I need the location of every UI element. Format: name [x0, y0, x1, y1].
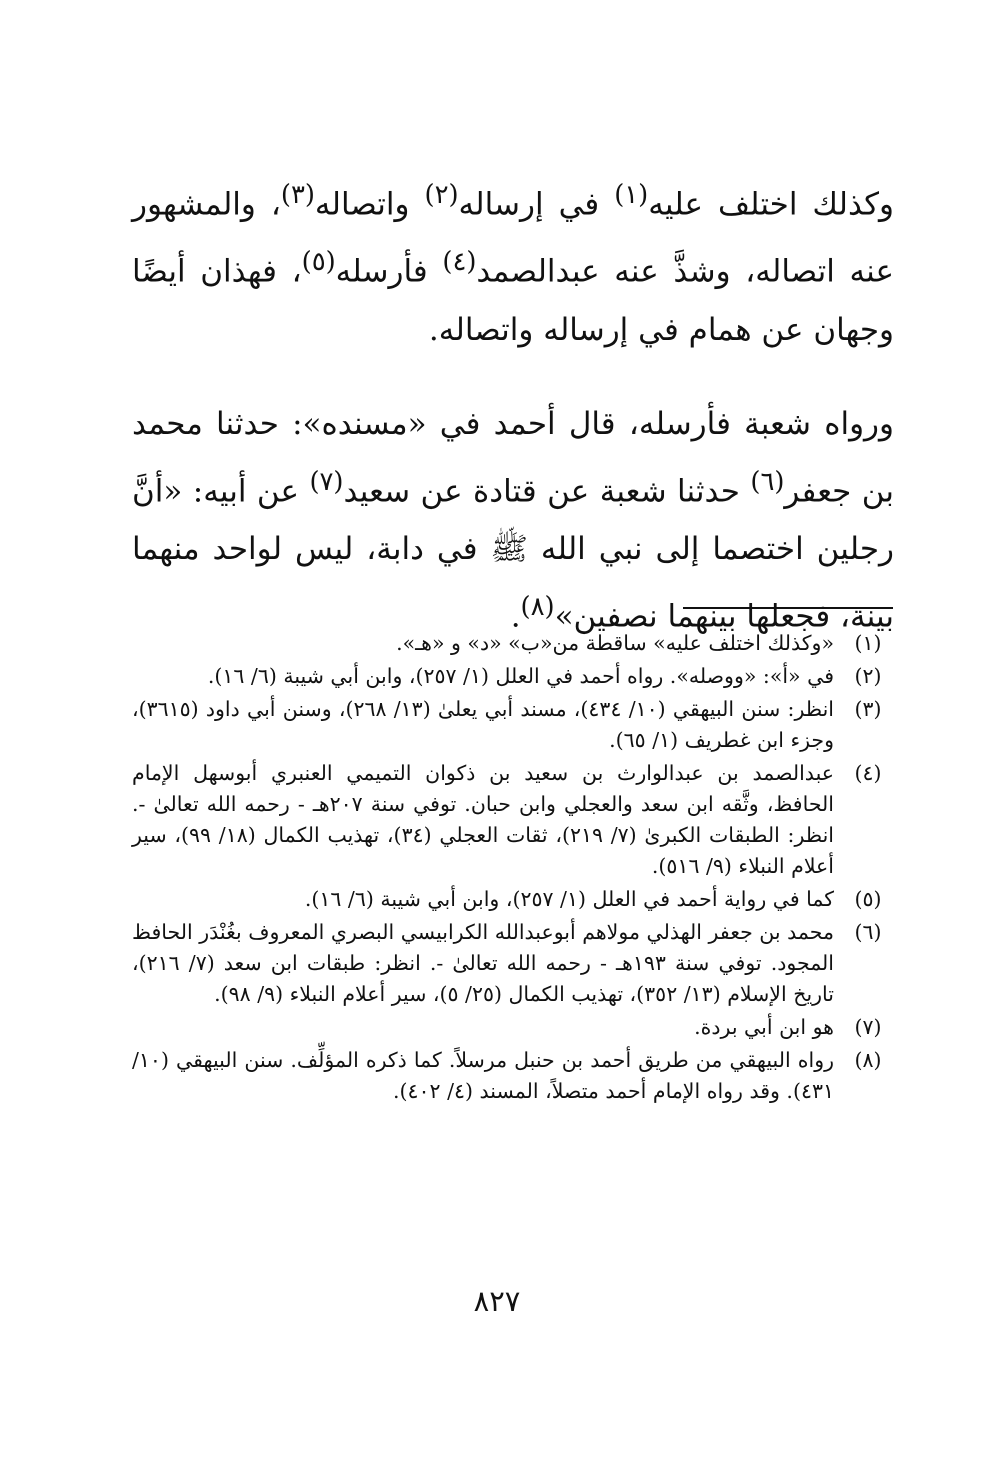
footnote-2: [132, 661, 894, 692]
text-segment: في إرساله: [458, 186, 615, 223]
text-segment: فأرسله: [335, 253, 443, 290]
footnote-number: (٥): [854, 887, 882, 911]
footnote-ref-7[interactable]: (٧): [309, 466, 344, 497]
text-segment: .: [510, 598, 521, 635]
footnote-1: [132, 628, 894, 659]
footnote-ref-6[interactable]: (٦): [750, 466, 785, 497]
footnote-ref-4[interactable]: (٤): [442, 247, 477, 278]
footnote-ref-8[interactable]: (٨): [520, 591, 555, 622]
footnote-number: (١): [854, 631, 882, 655]
footnote-ref-1[interactable]: (١): [614, 180, 649, 210]
footnote-text: هو ابن أبي بردة.: [694, 1015, 834, 1039]
footnote-text: محمد بن جعفر الهذلي مولاهم أبوعبدالله الكرابيسي البصري المعروف بغُنْدَر الحافظ المجود. توفي سنة ١٩٣هـ - رحمه الله تعالىٰ -. انظر: طبقات ابن سعد (٧/ ٢١٦)، تاريخ الإسلام (١٣/ ٣٥٢)، تهذيب الكمال (٢٥/ ٥)، سير أعلام النبلاء (٩/ ٩٨).: [132, 920, 834, 1006]
footnote-text: كما في رواية أحمد في العلل (١/ ٢٥٧)، وابن أبي شيبة (٦/ ١٦).: [304, 887, 834, 911]
footnote-text: في «أ»: «ووصله». رواه أحمد في العلل (١/ ٢٥٧)، وابن أبي شيبة (٦/ ١٦).: [207, 664, 834, 688]
text-segment: وكذلك اختلف عليه: [648, 186, 894, 223]
footnote-number: (٣): [854, 697, 882, 721]
footnote-8: [132, 1045, 894, 1107]
footnote-ref-5[interactable]: (٥): [301, 247, 336, 278]
footnote-ref-3[interactable]: (٣): [280, 180, 315, 210]
footnote-text: عبدالصمد بن عبدالوارث بن سعيد بن ذكوان التميمي العنبري أبوسهل الإمام الحافظ، وثَّقه ابن سعد والعجلي وابن حبان. توفي سنة ٢٠٧هـ - رحمه الله تعالىٰ -. انظر: الطبقات الكبرىٰ (٧/ ٢١٩)، ثقات العجلي (٣٤)، تهذيب الكمال (١٨/ ٩٩)، سير أعلام النبلاء (٩/ ٥١٦).: [132, 761, 834, 878]
footnote-text: «وكذلك اختلف عليه» ساقطة من«ب» «د» و «هـ».: [396, 631, 834, 655]
footnote-number: (٢): [854, 664, 882, 688]
footnotes-list: [132, 628, 894, 1109]
footnote-7: [132, 1012, 894, 1043]
text-segment: ، فهذان أيضًا وجهان عن همام في إرساله واتصاله.: [132, 253, 894, 348]
footnote-3: [132, 694, 894, 756]
footnote-separator: [683, 607, 893, 609]
footnote-number: (٨): [854, 1048, 882, 1072]
text-segment: واتصاله: [314, 186, 425, 223]
paragraph-1: [132, 166, 894, 359]
footnote-text: رواه البيهقي من طريق أحمد بن حنبل مرسلاً. كما ذكره المؤلِّف. سنن البيهقي (١٠/ ٤٣١). وقد رواه الإمام أحمد متصلاً، المسند (٤/ ٤٠٢).: [132, 1048, 834, 1103]
text-segment: ، والمشهور عنه اتصاله، وشذَّ عنه عبدالصمد: [132, 186, 894, 290]
footnote-6: [132, 917, 894, 1010]
text-segment: ورواه شعبة فأرسله، قال أحمد في «مسنده»: حدثنا محمد بن جعفر: [132, 405, 894, 509]
main-text: [132, 166, 894, 645]
footnote-ref-2[interactable]: (٢): [424, 180, 459, 210]
footnote-number: (٦): [854, 920, 882, 944]
footnote-number: (٧): [854, 1015, 882, 1039]
text-segment: حدثنا شعبة عن قتادة عن سعيد: [343, 472, 751, 509]
page-number: ٨٢٧: [473, 1284, 521, 1318]
footnote-5: [132, 884, 894, 915]
footnote-number: (٤): [854, 761, 882, 785]
text-segment: عن أبيه: «أنَّ رجلين اختصما إلى نبي الله ﷺ في دابة، ليس لواحد منهما بينة، فجعلها بينهما نصفين»: [132, 472, 894, 635]
footnote-4: [132, 758, 894, 882]
footnote-text: انظر: سنن البيهقي (١٠/ ٤٣٤)، مسند أبي يعلىٰ (١٣/ ٢٦٨)، وسنن أبي داود (٣٦١٥)، وجزء ابن غطريف (١/ ٦٥).: [132, 697, 834, 752]
